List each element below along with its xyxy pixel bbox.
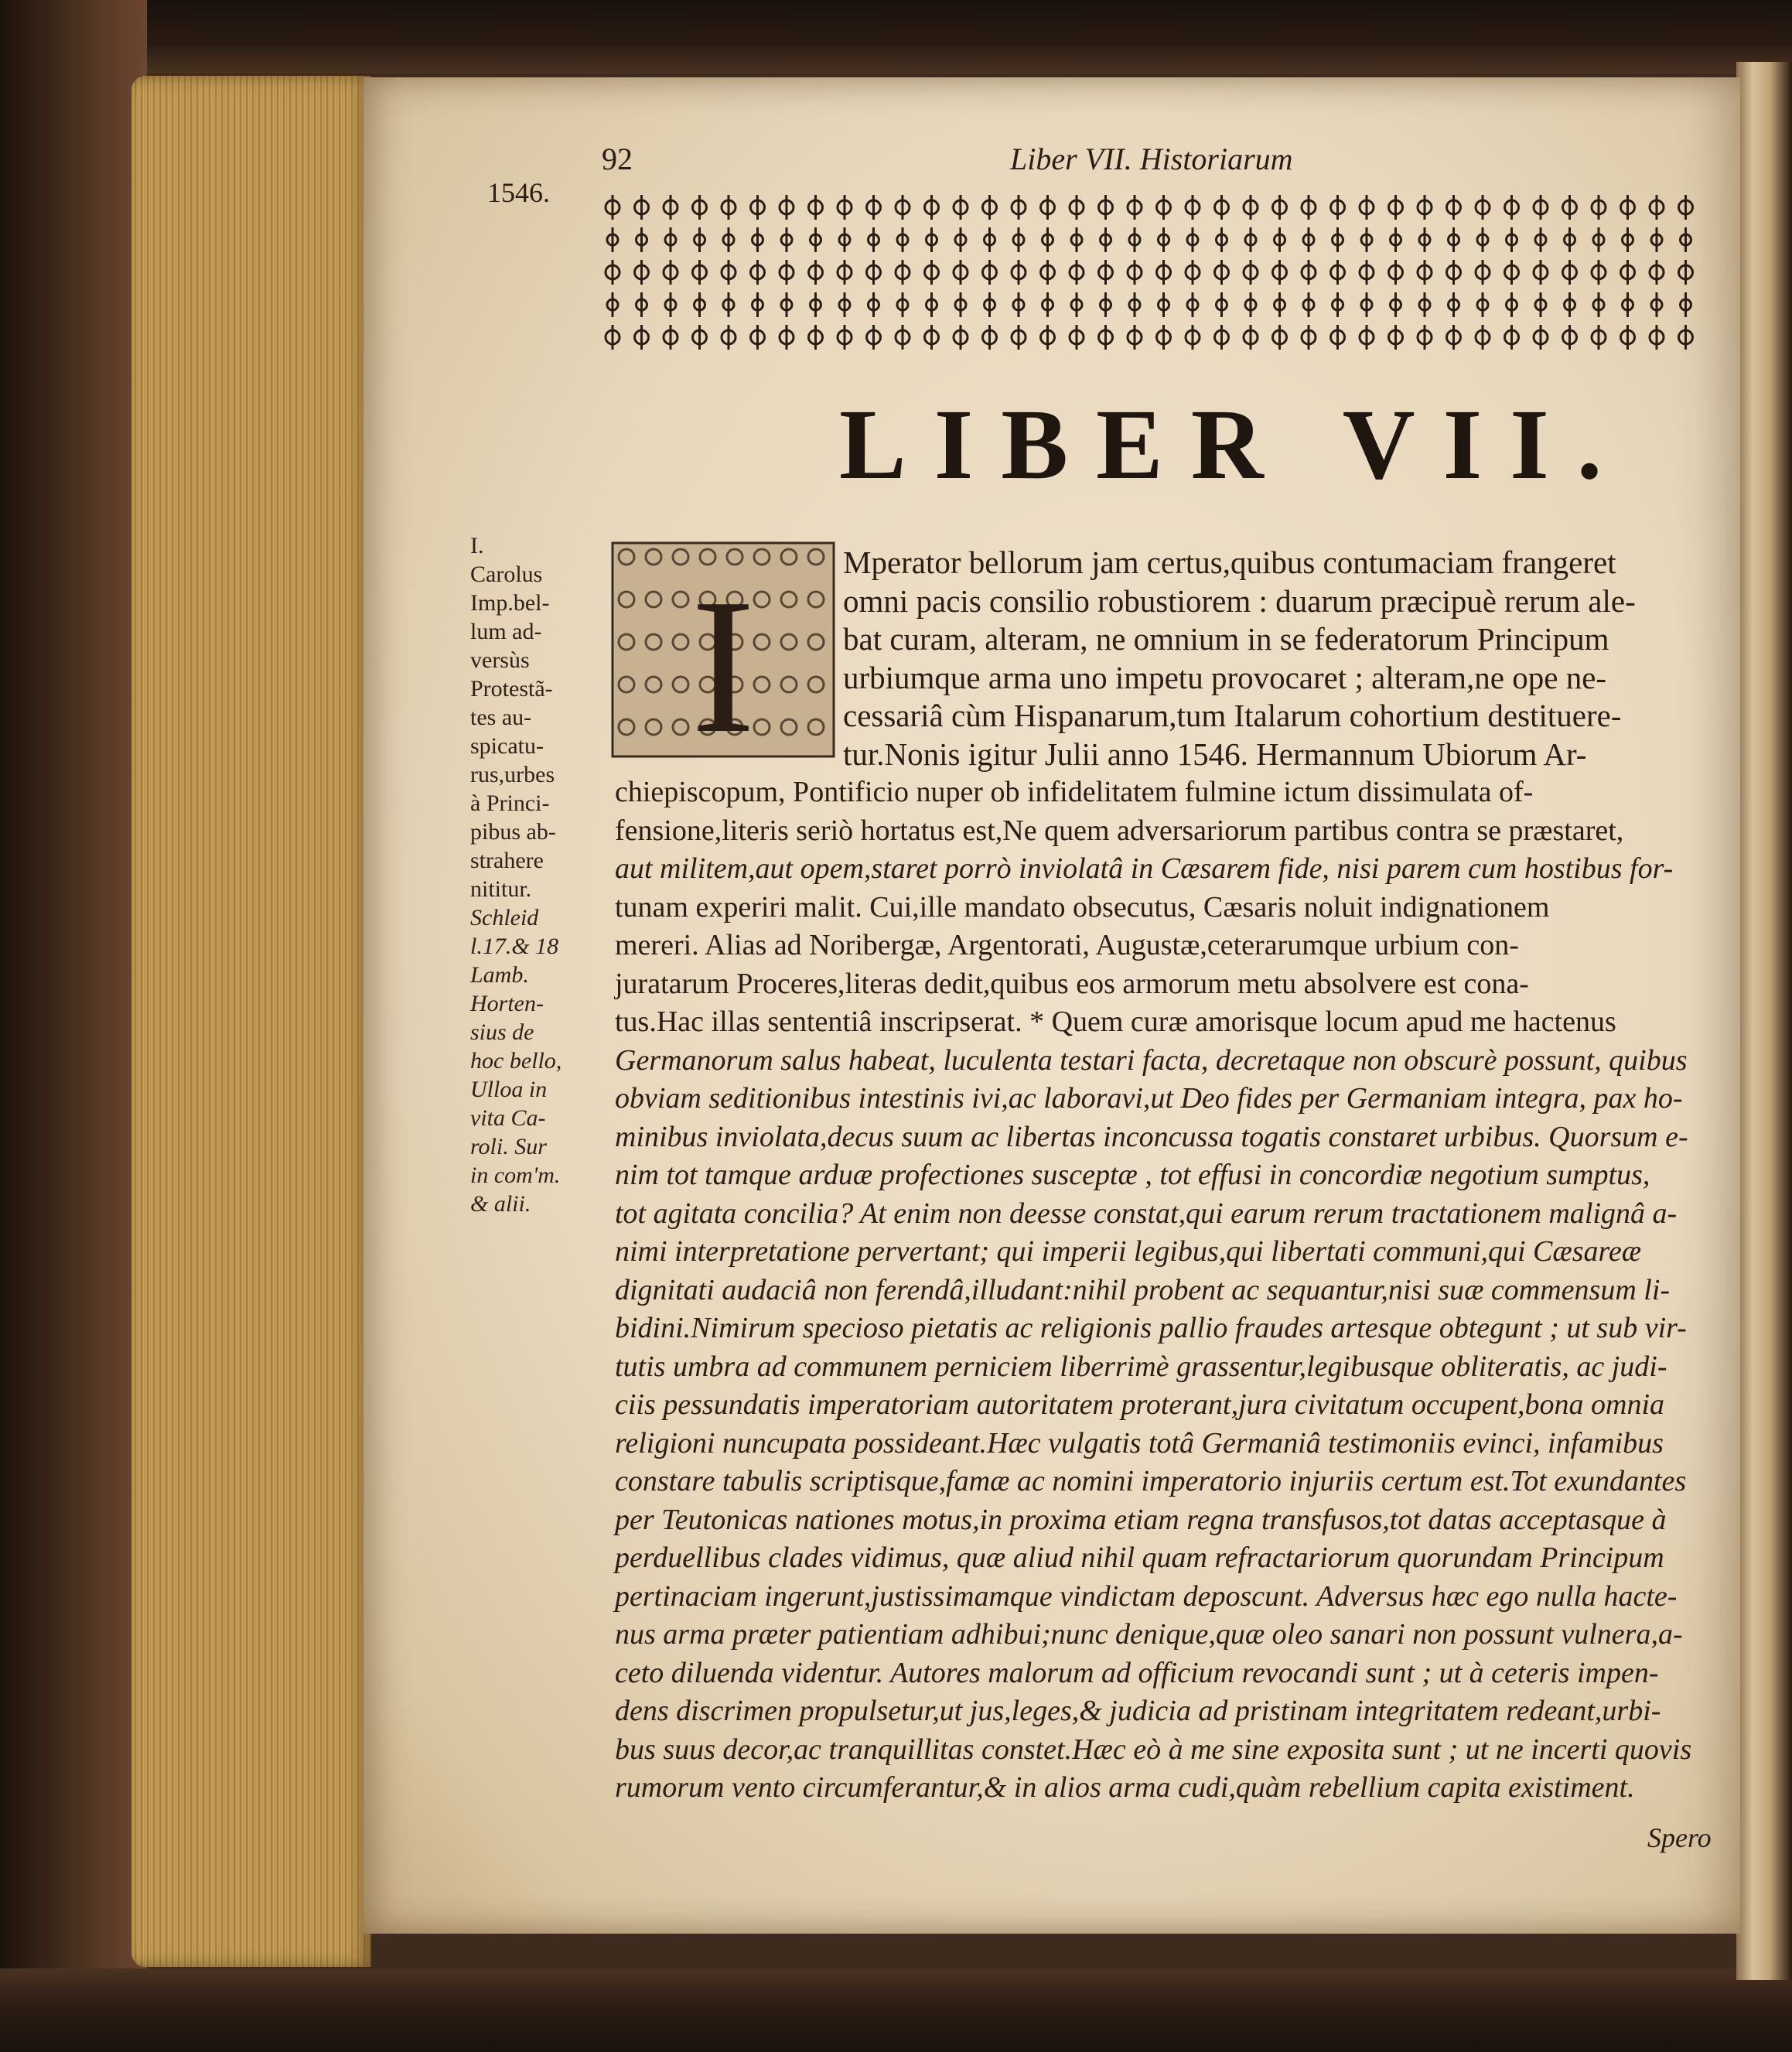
- ornament-glyph: [1159, 292, 1169, 317]
- ornament-glyph: [635, 260, 649, 285]
- ornament-glyph: [1303, 227, 1314, 252]
- ornament-glyph: [606, 325, 620, 350]
- body-line: chiepiscopum, Pontificio nuper ob infidelitatem fulmine ictum dissimulata of-: [615, 776, 1534, 808]
- ornament-glyph: [1070, 195, 1084, 220]
- body-line: bidini.Nimirum specioso pietatis ac religionis pallio fraudes artesque obtegunt ; ut sub vir-: [615, 1312, 1687, 1344]
- ornament-glyph: [1244, 325, 1258, 350]
- ornament-glyph: [751, 195, 765, 220]
- ornament-glyph: [1447, 260, 1461, 285]
- ornament-glyph: [722, 260, 736, 285]
- ornament-glyph: [1041, 260, 1055, 285]
- page-edges: [131, 76, 371, 1967]
- ornament-glyph: [1043, 292, 1053, 317]
- ornament-glyph: [1477, 292, 1488, 317]
- ornament-glyph: [693, 195, 707, 220]
- ornament-glyph: [1418, 260, 1432, 285]
- ornament-glyph: [809, 260, 823, 285]
- ornament-glyph: [1621, 195, 1635, 220]
- body-line: nimi interpretatione pervertant; qui imperii legibus,qui libertati communi,qui Cæsareæ: [615, 1235, 1642, 1268]
- ornament-glyph: [811, 227, 821, 252]
- margin-note-line: Ulloa in: [470, 1077, 548, 1102]
- margin-note-line: I.: [470, 533, 484, 558]
- ornament-glyph: [1534, 195, 1548, 220]
- body-line: tutis umbra ad communem perniciem liberrimè grassentur,legibusque obliteratis, ac judi-: [615, 1350, 1667, 1383]
- ornament-glyph: [1041, 325, 1055, 350]
- ornament-glyph: [606, 260, 620, 285]
- decorated-initial: [611, 541, 835, 758]
- ornament-glyph: [695, 292, 705, 317]
- ornament-glyph: [1128, 260, 1142, 285]
- ornament-glyph: [1535, 227, 1546, 252]
- body-line: tunam experiri malit. Cui,ille mandato obsecutus, Cæsaris noluit indignationem: [615, 890, 1550, 924]
- ornament-glyph: [1012, 195, 1026, 220]
- body-line: tur.Nonis igitur Julii anno 1546. Hermannum Ubiorum Ar-: [843, 736, 1587, 772]
- ornament-glyph: [1157, 195, 1171, 220]
- ornament-glyph: [1012, 325, 1026, 350]
- ornament-glyph: [954, 195, 968, 220]
- margin-note-line: l.17.& 18: [470, 934, 559, 959]
- ornament-glyph: [1593, 292, 1604, 317]
- margin-note-line: Carolus: [470, 562, 543, 587]
- ornament-glyph: [693, 260, 707, 285]
- body-line: ceto diluenda videntur. Autores malorum ad officium revocandi sunt ; ut à ceteris impen-: [615, 1656, 1659, 1689]
- body-line: religioni nuncupata possideant.Hæc vulgatis totâ Germaniâ testimoniis evinci, infamibus: [615, 1426, 1664, 1460]
- book-cover-left: [0, 0, 147, 2052]
- ornament-glyph: [1389, 260, 1403, 285]
- ornament-glyph: [867, 195, 881, 220]
- ornament-glyph: [955, 227, 966, 252]
- ornament-glyph: [1565, 227, 1575, 252]
- margin-note-line: Horten-: [470, 991, 544, 1016]
- ornament-glyph: [1535, 292, 1546, 317]
- ornament-glyph: [1302, 260, 1316, 285]
- margin-note-line: & alii.: [470, 1191, 531, 1217]
- ornament-glyph: [607, 292, 618, 317]
- body-line: dens discrimen propulsetur,ut jus,leges,& judicia ad pristinam integritatem redeant,urbi-: [615, 1695, 1661, 1727]
- ornament-glyph: [1129, 227, 1140, 252]
- ornament-glyph: [1187, 227, 1198, 252]
- ornament-glyph: [839, 227, 850, 252]
- book-cover-bottom: [0, 1968, 1792, 2052]
- body-line: tot agitata concilia? At enim non deesse constat,qui earum rerum tractationem malignâ a-: [615, 1197, 1678, 1230]
- facing-page-edge: [1736, 62, 1792, 1980]
- ornament-glyph: [1361, 227, 1372, 252]
- ornament-glyph: [1681, 227, 1691, 252]
- ornament-glyph: [1333, 292, 1343, 317]
- ornament-glyph: [927, 227, 937, 252]
- ornament-glyph: [1389, 325, 1403, 350]
- body-line: nus arma præter patientiam adhibui;nunc denique,quæ oleo sanari non possunt vulnera,a-: [615, 1618, 1683, 1651]
- ornament-glyph: [1505, 325, 1519, 350]
- margin-note-line: spicatu-: [470, 733, 544, 759]
- body-line: omni pacis consilio robustiorem : duarum præcipuè rerum ale-: [843, 582, 1636, 619]
- ornament-glyph: [1563, 325, 1577, 350]
- ornament-glyph: [954, 260, 968, 285]
- ornament-glyph: [1563, 195, 1577, 220]
- ornament-glyph: [1128, 195, 1142, 220]
- ornament-glyph: [1621, 260, 1635, 285]
- ornament-glyph: [751, 325, 765, 350]
- margin-note-line: pibus ab-: [470, 819, 556, 845]
- margin-note-line: Schleid: [470, 905, 539, 930]
- ornament-glyph: [1215, 195, 1229, 220]
- margin-note-line: in com'm.: [470, 1163, 561, 1188]
- ornament-glyph: [1186, 325, 1200, 350]
- margin-note-line: Imp.bel-: [470, 590, 550, 616]
- ornament-glyph: [1360, 195, 1374, 220]
- ornament-glyph: [723, 227, 734, 252]
- ornament-glyph: [695, 227, 705, 252]
- ornament-glyph: [1534, 260, 1548, 285]
- ornament-glyph: [1013, 292, 1024, 317]
- ornament-glyph: [1099, 260, 1113, 285]
- ornament-glyph: [809, 325, 823, 350]
- ornament-glyph: [693, 325, 707, 350]
- ornament-glyph: [925, 195, 939, 220]
- ornament-glyph: [838, 325, 852, 350]
- ornament-glyph: [1244, 195, 1258, 220]
- ornament-glyph: [1099, 325, 1113, 350]
- ornament-glyph: [925, 260, 939, 285]
- ornament-glyph: [1101, 227, 1111, 252]
- ornament-glyph: [1128, 325, 1142, 350]
- body-line: juratarum Proceres,literas dedit,quibus eos armorum metu absolvere est cona-: [615, 967, 1529, 1000]
- ornament-glyph: [955, 292, 966, 317]
- ornament-glyph: [751, 260, 765, 285]
- ornament-glyph: [1391, 292, 1401, 317]
- margin-note-line: sius de: [470, 1019, 534, 1045]
- ornament-glyph: [1012, 260, 1026, 285]
- book-cover-top: [0, 0, 1792, 73]
- ornament-glyph: [896, 260, 910, 285]
- ornament-glyph: [1679, 260, 1693, 285]
- ornament-glyph: [1041, 195, 1055, 220]
- ornament-glyph: [1275, 227, 1285, 252]
- ornament-glyph: [1302, 195, 1316, 220]
- ornament-glyph: [1418, 325, 1432, 350]
- ornament-glyph: [1157, 260, 1171, 285]
- ornament-glyph: [1217, 292, 1227, 317]
- ornament-glyph: [1331, 260, 1345, 285]
- ornament-glyph: [1477, 227, 1488, 252]
- body-line: rumorum vento circumferantur,& in alios arma cudi,quàm rebellium capita existiment.: [615, 1771, 1635, 1804]
- ornament-glyph: [1592, 325, 1606, 350]
- ornament-glyph: [1476, 195, 1490, 220]
- ornament-glyph: [1071, 227, 1082, 252]
- ornament-glyph: [1360, 325, 1374, 350]
- ornament-glyph: [1534, 325, 1548, 350]
- body-line: obviam seditionibus intestinis ivi,ac laboravi,ut Deo fides per Germaniam integra, pax ho-: [615, 1082, 1683, 1115]
- ornament-glyph: [1070, 260, 1084, 285]
- ornament-glyph: [1273, 325, 1287, 350]
- body-line: perduellibus clades vidimus, quæ aliud nihil quam refractariorum quorundam Principum: [615, 1542, 1664, 1574]
- margin-note-line: à Princi-: [470, 790, 550, 816]
- ornament-glyph: [1651, 227, 1662, 252]
- ornament-glyph: [1593, 227, 1604, 252]
- ornament-glyph: [606, 195, 620, 220]
- body-line: bus suus decor,ac tranquillitas constet.Hæc eò à me sine exposita sunt ; ut ne incerti quovis: [615, 1733, 1692, 1766]
- margin-note-line: vita Ca-: [470, 1105, 546, 1131]
- ornament-glyph: [1043, 227, 1053, 252]
- ornament-glyph: [635, 195, 649, 220]
- ornament-glyph: [1623, 292, 1633, 317]
- ornament-glyph: [1681, 292, 1691, 317]
- ornament-glyph: [753, 292, 763, 317]
- ornament-glyph: [869, 227, 879, 252]
- running-title: Liber VII. Historiarum: [1010, 142, 1293, 176]
- body-line: ciis pessundatis imperatoriam autoritatem proterant,jura civitatum occupent,bona omnia: [615, 1388, 1664, 1421]
- ornament-glyph: [1389, 195, 1403, 220]
- ornament-glyph: [1418, 195, 1432, 220]
- ornament-glyph: [1099, 195, 1113, 220]
- margin-note-line: lum ad-: [470, 619, 542, 644]
- ornament-glyph: [781, 227, 792, 252]
- ornament-glyph: [1101, 292, 1111, 317]
- decorative-headpiece: [603, 193, 1709, 356]
- margin-note-line: Lamb.: [470, 962, 529, 988]
- ornament-glyph: [1333, 227, 1343, 252]
- ornament-glyph: [1186, 195, 1200, 220]
- ornament-glyph: [1273, 195, 1287, 220]
- body-line: tus.Hac illas sententiâ inscripserat. * Quem curæ amorisque locum apud me hactenus: [615, 1006, 1616, 1038]
- ornament-glyph: [1215, 325, 1229, 350]
- body-line: dignitati audaciâ non ferendâ,illudant:nihil probent ac sequantur,nisi suæ commensum li-: [615, 1273, 1671, 1306]
- ornament-glyph: [1331, 325, 1345, 350]
- ornament-glyph: [927, 292, 937, 317]
- body-line: cessariâ cùm Hispanarum,tum Italarum cohortium destituere-: [843, 698, 1622, 733]
- ornament-glyph: [867, 325, 881, 350]
- ornament-glyph: [1449, 227, 1459, 252]
- ornament-glyph: [723, 292, 734, 317]
- ornament-glyph: [839, 292, 850, 317]
- ornament-glyph: [637, 292, 647, 317]
- ornament-glyph: [809, 195, 823, 220]
- margin-note-line: nititur.: [470, 876, 532, 902]
- ornament-glyph: [1447, 195, 1461, 220]
- ornament-glyph: [665, 227, 676, 252]
- catchword: Spero: [1647, 1822, 1712, 1853]
- margin-note-line: strahere: [470, 848, 544, 873]
- ornament-glyph: [983, 195, 997, 220]
- ornament-glyph: [1217, 227, 1227, 252]
- ornament-glyph: [1476, 260, 1490, 285]
- ornament-glyph: [1592, 195, 1606, 220]
- ornament-glyph: [1447, 325, 1461, 350]
- margin-year: 1546.: [487, 177, 550, 208]
- ornament-glyph: [867, 260, 881, 285]
- ornament-glyph: [838, 260, 852, 285]
- ornament-glyph: [637, 227, 647, 252]
- ornament-glyph: [1679, 325, 1693, 350]
- body-line: Mperator bellorum jam certus,quibus contumaciam frangeret: [843, 545, 1616, 580]
- ornament-glyph: [780, 325, 794, 350]
- ornament-glyph: [1419, 292, 1430, 317]
- body-line: constare tabulis scriptisque,famæ ac nomini imperatorio injuriis certum est.Tot exundantes: [615, 1465, 1687, 1497]
- ornament-glyph: [1187, 292, 1198, 317]
- ornament-glyph: [607, 227, 618, 252]
- ornament-glyph: [1623, 227, 1633, 252]
- ornament-glyph: [897, 292, 908, 317]
- ornament-glyph: [664, 260, 678, 285]
- ornament-glyph: [780, 195, 794, 220]
- body-line: pertinaciam ingerunt,justissimamque vindictam deposcunt. Adversus hæc ego nulla hacte-: [615, 1579, 1678, 1613]
- ornament-glyph: [1592, 260, 1606, 285]
- ornament-glyph: [1275, 292, 1285, 317]
- ornament-glyph: [1360, 260, 1374, 285]
- ornament-glyph: [896, 325, 910, 350]
- ornament-glyph: [954, 325, 968, 350]
- body-line: nim tot tamque arduæ profectiones susceptæ , tot effusi in concordiæ negotium sumptus,: [615, 1159, 1650, 1191]
- margin-note-line: rus,urbes: [470, 762, 555, 787]
- margin-note-line: roli. Sur: [470, 1134, 547, 1159]
- ornament-glyph: [1650, 260, 1664, 285]
- ornament-glyph: [925, 325, 939, 350]
- ornament-glyph: [1361, 292, 1372, 317]
- body-line: Germanorum salus habeat, luculenta testari facta, decretaque non obscurè possunt, quibus: [615, 1043, 1688, 1077]
- ornament-glyph: [1273, 260, 1287, 285]
- ornament-glyph: [1070, 325, 1084, 350]
- body-line: bat curam, alteram, ne omnium in se federatorum Principum: [843, 621, 1609, 657]
- ornament-glyph: [753, 227, 763, 252]
- ornament-glyph: [1245, 227, 1256, 252]
- ornament-glyph: [1303, 292, 1314, 317]
- ornament-glyph: [1563, 260, 1577, 285]
- ornament-glyph: [722, 195, 736, 220]
- ornament-glyph: [838, 195, 852, 220]
- body-line: mereri. Alias ad Noribergæ, Argentorati, Augustæ,ceterarumque urbium con-: [615, 929, 1519, 961]
- ornament-glyph: [1244, 260, 1258, 285]
- body-line: aut militem,aut opem,staret porrò inviolatâ in Cæsarem fide, nisi parem cum hostibus for-: [615, 852, 1674, 885]
- ornament-glyph: [1071, 292, 1082, 317]
- margin-note-line: versùs: [470, 647, 530, 673]
- ornament-glyph: [1391, 227, 1401, 252]
- ornament-glyph: [1679, 195, 1693, 220]
- initial-letter: I: [691, 559, 756, 758]
- ornament-glyph: [811, 292, 821, 317]
- margin-note-line: tes au-: [470, 705, 532, 730]
- ornament-glyph: [983, 260, 997, 285]
- ornament-glyph: [869, 292, 879, 317]
- ornament-glyph: [1505, 260, 1519, 285]
- ornament-glyph: [1159, 227, 1169, 252]
- ornament-glyph: [1650, 195, 1664, 220]
- ornament-glyph: [664, 325, 678, 350]
- book-title: LIBER VII.: [839, 389, 1630, 500]
- ornament-glyph: [722, 325, 736, 350]
- ornament-glyph: [780, 260, 794, 285]
- ornament-glyph: [1505, 195, 1519, 220]
- ornament-glyph: [985, 292, 995, 317]
- ornament-glyph: [1476, 325, 1490, 350]
- ornament-glyph: [1215, 260, 1229, 285]
- ornament-glyph: [1157, 325, 1171, 350]
- ornament-glyph: [1565, 292, 1575, 317]
- ornament-glyph: [1650, 325, 1664, 350]
- page-number: 92: [602, 142, 633, 176]
- body-line: fensione,literis seriò hortatus est,Ne quem adversariorum partibus contra se præstaret,: [615, 814, 1624, 847]
- ornament-glyph: [1245, 292, 1256, 317]
- ornament-glyph: [1507, 227, 1517, 252]
- ornament-glyph: [1186, 260, 1200, 285]
- ornament-glyph: [983, 325, 997, 350]
- ornament-glyph: [781, 292, 792, 317]
- body-line: per Teutonicas nationes motus,in proxima etiam regna transfusos,tot datas acceptasque à: [615, 1503, 1667, 1536]
- margin-note-line: Protestã-: [470, 676, 553, 702]
- ornament-glyph: [1651, 292, 1662, 317]
- ornament-glyph: [1331, 195, 1345, 220]
- ornament-glyph: [896, 195, 910, 220]
- ornament-glyph: [1129, 292, 1140, 317]
- ornament-glyph: [897, 227, 908, 252]
- ornament-glyph: [1419, 227, 1430, 252]
- ornament-glyph: [635, 325, 649, 350]
- ornament-glyph: [1449, 292, 1459, 317]
- body-line: urbiumque arma uno impetu provocaret ; alteram,ne ope ne-: [843, 659, 1607, 695]
- ornament-glyph: [985, 227, 995, 252]
- body-line: minibus inviolata,decus suum ac libertas inconcussa togatis constaret urbibus. Quorsum e-: [615, 1120, 1688, 1153]
- ornament-glyph: [1013, 227, 1024, 252]
- margin-note-line: hoc bello,: [470, 1048, 562, 1074]
- ornament-glyph: [665, 292, 676, 317]
- ornament-glyph: [664, 195, 678, 220]
- ornament-glyph: [1302, 325, 1316, 350]
- ornament-glyph: [1621, 325, 1635, 350]
- ornament-glyph: [1507, 292, 1517, 317]
